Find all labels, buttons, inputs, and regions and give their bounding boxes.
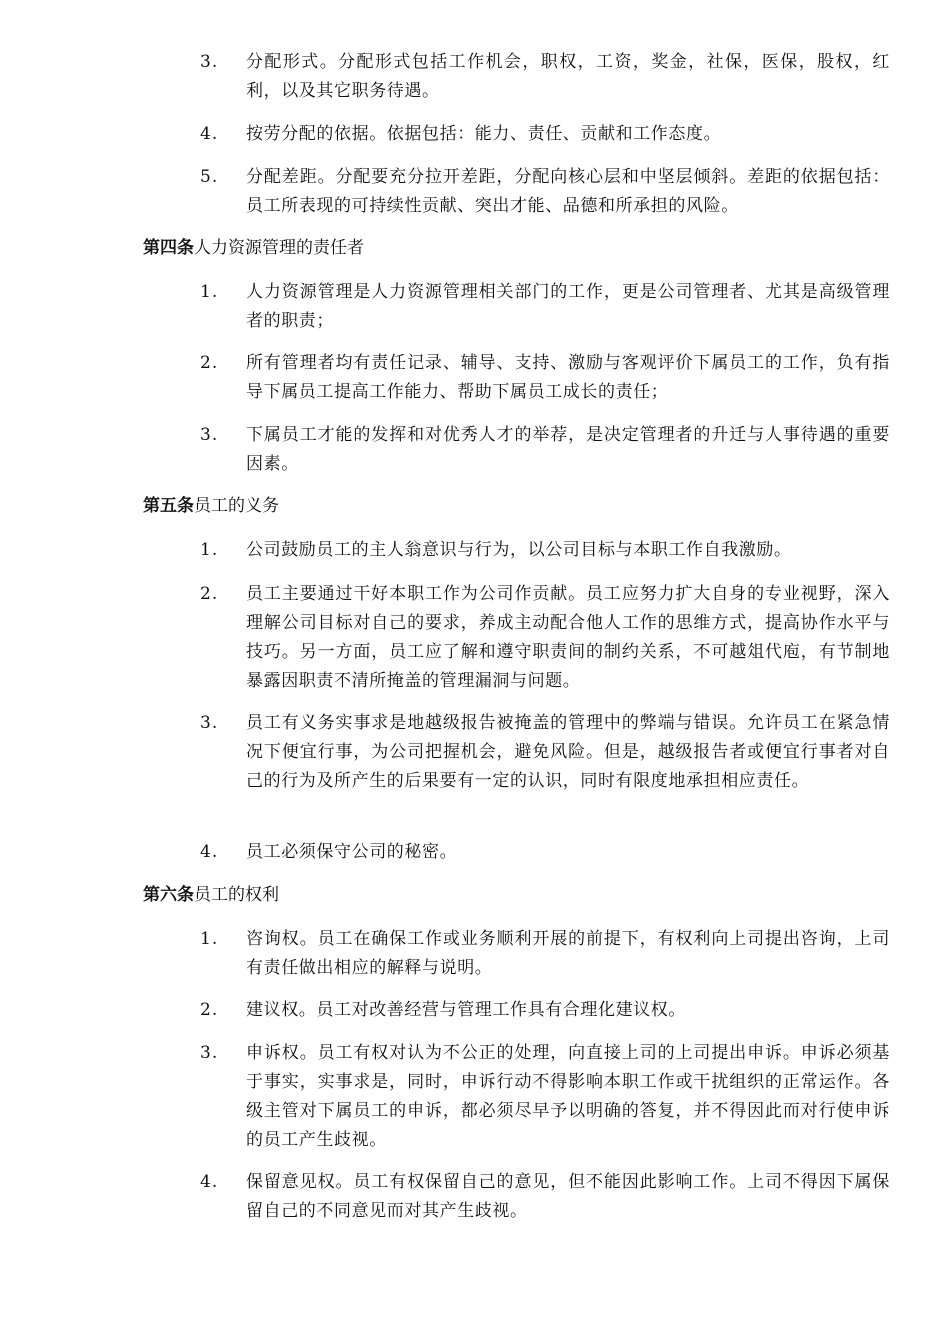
list-item — [200, 996, 890, 1025]
item-text: 咨询权。员工在确保工作或业务顺利开展的前提下，有权利向上司提出咨询，上司有责任做出相应的解释与说明。 — [246, 929, 890, 978]
item-number: 5. — [200, 167, 219, 187]
list-item — [200, 1168, 890, 1226]
item-number: 1. — [200, 540, 219, 560]
item-text: 人力资源管理是人力资源管理相关部门的工作，更是公司管理者、尤其是高级管理者的职责； — [246, 282, 890, 331]
article-number: 第四条 — [143, 238, 194, 258]
list-item — [200, 278, 890, 336]
item-number: 3. — [200, 52, 219, 72]
item-text: 保留意见权。员工有权保留自己的意见，但不能因此影响工作。上司不得因下属保留自己的不同意见而对其产生歧视。 — [246, 1172, 890, 1221]
item-text: 建议权。员工对改善经营与管理工作具有合理化建议权。 — [246, 1000, 686, 1020]
list-item — [200, 925, 890, 983]
item-text: 申诉权。员工有权对认为不公正的处理，向直接上司的上司提出申诉。申诉必须基于事实，实事求是，同时，申诉行动不得影响本职工作或干扰组织的正常运作。各级主管对下属员工的申诉，都必须尽早予以明确的答复，并不得因此而对行使申诉的员工产生歧视。 — [246, 1043, 890, 1150]
item-text: 所有管理者均有责任记录、辅导、支持、激励与客观评价下属员工的工作，负有指导下属员工提高工作能力、帮助下属员工成长的责任； — [246, 353, 890, 402]
item-number: 4. — [200, 842, 219, 862]
item-number: 3. — [200, 713, 219, 733]
list-item — [200, 163, 890, 221]
list-item — [200, 838, 890, 867]
list-item — [200, 421, 890, 479]
list-item — [200, 536, 890, 565]
item-text: 员工主要通过干好本职工作为公司作贡献。员工应努力扩大自身的专业视野，深入理解公司目标对自己的要求，养成主动配合他人工作的思维方式，提高协作水平与技巧。另一方面，员工应了解和遵守职责间的制约关系，不可越俎代庖，有节制地暴露因职责不清所掩盖的管理漏洞与问题。 — [246, 584, 890, 691]
article-number: 第六条 — [143, 885, 194, 905]
list-item — [200, 120, 890, 149]
article-title: 人力资源管理的责任者 — [194, 238, 364, 258]
item-number: 3. — [200, 425, 219, 445]
list-item — [200, 580, 890, 696]
list-item — [200, 48, 890, 106]
item-number: 2. — [200, 584, 219, 604]
item-number: 3. — [200, 1043, 219, 1063]
section-heading — [143, 492, 279, 521]
section-heading — [143, 881, 279, 910]
item-text: 下属员工才能的发挥和对优秀人才的举荐，是决定管理者的升迁与人事待遇的重要因素。 — [246, 425, 890, 474]
list-item — [200, 709, 890, 796]
item-text: 员工必须保守公司的秘密。 — [246, 842, 458, 862]
item-number: 4. — [200, 124, 219, 144]
item-number: 2. — [200, 353, 219, 373]
item-text: 分配差距。分配要充分拉开差距，分配向核心层和中坚层倾斜。差距的依据包括：员工所表现的可持续性贡献、突出才能、品德和所承担的风险。 — [246, 167, 890, 216]
article-title: 员工的权利 — [194, 885, 279, 905]
list-item — [200, 349, 890, 407]
item-number: 1. — [200, 929, 219, 949]
section-heading — [143, 234, 364, 263]
list-item — [200, 1039, 890, 1155]
item-number: 1. — [200, 282, 219, 302]
article-title: 员工的义务 — [194, 496, 279, 516]
article-number: 第五条 — [143, 496, 194, 516]
item-number: 2. — [200, 1000, 219, 1020]
item-text: 按劳分配的依据。依据包括：能力、责任、贡献和工作态度。 — [246, 124, 722, 144]
item-number: 4. — [200, 1172, 219, 1192]
item-text: 员工有义务实事求是地越级报告被掩盖的管理中的弊端与错误。允许员工在紧急情况下便宜行事，为公司把握机会，避免风险。但是，越级报告者或便宜行事者对自己的行为及所产生的后果要有一定的认识，同时有限度地承担相应责任。 — [246, 713, 890, 791]
item-text: 分配形式。分配形式包括工作机会，职权，工资，奖金，社保，医保，股权，红利，以及其它职务待遇。 — [246, 52, 890, 101]
item-text: 公司鼓励员工的主人翁意识与行为，以公司目标与本职工作自我激励。 — [246, 540, 792, 560]
